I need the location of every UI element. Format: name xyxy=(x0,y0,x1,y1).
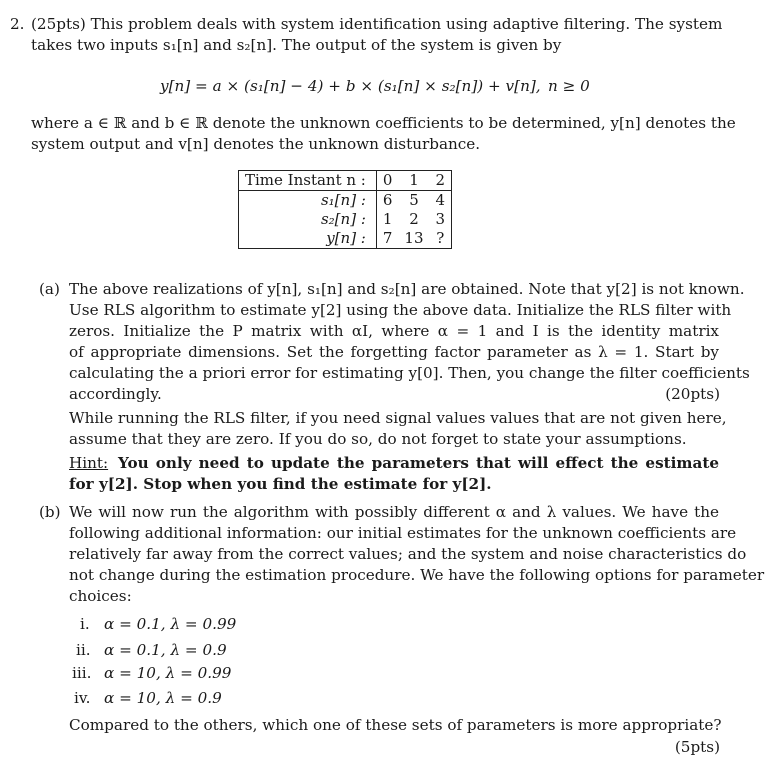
problem-header-line-1: (25pts) This problem deals with system identification using adaptive filtering. The system xyxy=(31,15,723,33)
realization-table xyxy=(238,170,452,249)
part-b-line: not change during the estimation procedure. We have the following options for parameter xyxy=(69,566,765,584)
part-a-line: calculating the a priori error for estimating y[0]. Then, you change the filter coefficients xyxy=(69,364,750,382)
part-b-line: following additional information: our initial estimates for the unknown coefficients are xyxy=(69,524,737,542)
table-header-row xyxy=(239,171,452,191)
part-b-line: relatively far away from the correct values; and the system and noise characteristics do xyxy=(69,545,747,563)
table-cell: 13 xyxy=(404,229,424,247)
table-row xyxy=(239,210,452,229)
table-row-label: s₁[n] : xyxy=(239,191,377,211)
option-text: α = 10, λ = 0.99 xyxy=(104,664,232,682)
problem-description-line-1: where a ∈ ℝ and b ∈ ℝ denote the unknown coefficients to be determined, y[n] denotes the xyxy=(31,114,736,132)
table-cell: 5 xyxy=(409,191,419,209)
option-text: α = 0.1, λ = 0.99 xyxy=(104,615,237,633)
part-b-points: (5pts) xyxy=(674,738,720,756)
table-cell: 2 xyxy=(409,210,419,228)
part-b-line: choices: xyxy=(69,587,132,605)
part-b-line: We will now run the algorithm with possibly different α and λ values. We have the xyxy=(69,503,719,521)
table-cell: 1 xyxy=(382,210,393,228)
part-a-note-line-2: assume that they are zero. If you do so, do not forget to state your assumptions. xyxy=(69,430,687,448)
option-marker: ii. xyxy=(76,641,91,659)
option-marker: iv. xyxy=(74,689,91,707)
part-a-line: The above realizations of y[n], s₁[n] and s₂[n] are obtained. Note that y[2] is not known. xyxy=(69,280,745,298)
part-a-line: Use RLS algorithm to estimate y[2] using the above data. Initialize the RLS filter with xyxy=(69,301,732,319)
problem-header-line-2: takes two inputs s₁[n] and s₂[n]. The output of the system is given by xyxy=(31,36,562,54)
option-marker: i. xyxy=(80,615,90,633)
part-a-line: of appropriate dimensions. Set the forgetting factor parameter as λ = 1. Start by xyxy=(69,343,719,361)
hint-line-1: You only need to update the parameters that will effect the estimate xyxy=(118,454,719,472)
part-b-question: Compared to the others, which one of these sets of parameters is more appropriate? xyxy=(69,716,722,734)
table-row-label: y[n] : xyxy=(239,229,377,249)
table-row xyxy=(239,191,452,211)
hint-label: Hint: xyxy=(69,454,109,472)
hint-line-2: for y[2]. Stop when you find the estimate for y[2]. xyxy=(69,475,492,493)
option-marker: iii. xyxy=(72,664,92,682)
table-cell: 6 xyxy=(382,191,393,209)
table-header-cell: 2 xyxy=(430,171,452,191)
table-row xyxy=(239,229,452,249)
table-header-label: Time Instant n : xyxy=(239,171,377,191)
part-a-note-line-1: While running the RLS filter, if you need signal values values that are not given here, xyxy=(69,409,727,427)
problem-number: 2. xyxy=(10,15,25,33)
table-row-label: s₂[n] : xyxy=(239,210,377,229)
part-b-marker: (b) xyxy=(39,503,61,521)
table-cell: 4 xyxy=(435,191,446,209)
table-cell: 3 xyxy=(435,210,446,228)
part-a-points: (20pts) xyxy=(665,385,720,403)
equation-condition: n ≥ 0 xyxy=(548,77,590,95)
part-a-marker: (a) xyxy=(39,280,60,298)
table-cell: ? xyxy=(436,229,445,247)
part-a-line: accordingly. xyxy=(69,385,162,403)
table-cell: 7 xyxy=(382,229,393,247)
table-header-cell: 0 xyxy=(376,171,398,191)
problem-description-line-2: system output and v[n] denotes the unknown disturbance. xyxy=(31,135,481,153)
table-header-cell: 1 xyxy=(398,171,429,191)
system-equation: y[n] = a × (s₁[n] − 4) + b × (s₁[n] × s₂[n]) + v[n], xyxy=(160,77,541,95)
option-text: α = 0.1, λ = 0.9 xyxy=(104,641,227,659)
option-text: α = 10, λ = 0.9 xyxy=(104,689,222,707)
part-a-line: zeros. Initialize the P matrix with αI, where α = 1 and I is the identity matrix xyxy=(69,322,719,340)
